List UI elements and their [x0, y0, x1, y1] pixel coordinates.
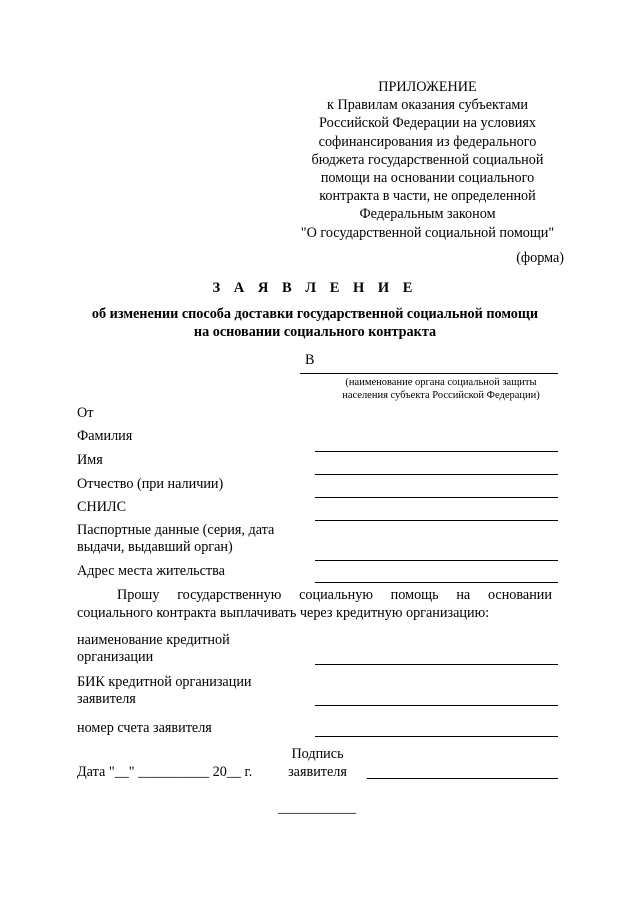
- surname-field[interactable]: [315, 451, 558, 452]
- recipient-hint: [310, 376, 572, 402]
- recipient-hint-line: населения субъекта Российской Федерации): [342, 390, 540, 401]
- bik-label-line: заявителя: [77, 691, 136, 707]
- passport-label-line: Паспортные данные (серия, дата: [77, 522, 275, 538]
- request-paragraph: [77, 586, 552, 622]
- patronymic-field[interactable]: [315, 497, 558, 498]
- appendix-line: Федеральным законом: [359, 206, 496, 223]
- from-label: От: [77, 405, 94, 421]
- signature-label: Подпись заявителя: [288, 746, 347, 780]
- name-field[interactable]: [315, 474, 558, 475]
- closing-line: ___________: [278, 800, 357, 816]
- appendix-heading: ПРИЛОЖЕНИЕ: [378, 79, 477, 95]
- snils-field[interactable]: [315, 520, 558, 521]
- recipient-hint-line: (наименование органа социальной защиты: [345, 377, 537, 388]
- appendix-line: к Правилам оказания субъектами: [327, 97, 528, 114]
- surname-label: Фамилия: [77, 428, 133, 444]
- appendix-block: [285, 78, 570, 242]
- appendix-line: контракта в части, не определенной: [319, 188, 536, 205]
- appendix-line: софинансирования из федерального: [318, 133, 537, 150]
- request-line: социального контракта выплачивать через кредитную организацию:: [77, 605, 490, 621]
- bank-name-field[interactable]: [315, 664, 558, 665]
- appendix-line: помощи на основании социального: [320, 170, 535, 187]
- bik-field[interactable]: [315, 705, 558, 706]
- passport-label: [77, 522, 274, 556]
- bank-name-label-line: организации: [77, 649, 154, 665]
- document-title: З А Я В Л Е Н И Е: [212, 280, 418, 296]
- appendix-line: бюджета государственной социальной: [311, 151, 544, 168]
- bank-name-label-line: наименование кредитной: [77, 632, 230, 648]
- snils-label: СНИЛС: [77, 499, 127, 515]
- form-note: (форма): [516, 250, 564, 266]
- document-subtitle: [60, 305, 570, 341]
- recipient-field[interactable]: [300, 373, 558, 374]
- passport-label-line: выдачи, выдавший орган): [77, 539, 233, 555]
- address-field[interactable]: [315, 582, 558, 583]
- appendix-line: "О государственной социальной помощи": [300, 224, 555, 241]
- passport-field[interactable]: [315, 560, 558, 561]
- recipient-prefix: В: [305, 352, 315, 368]
- bik-label: [77, 674, 252, 708]
- address-label: Адрес места жительства: [77, 563, 225, 579]
- date-field[interactable]: Дата "__" __________ 20__ г.: [77, 764, 253, 780]
- signature-field[interactable]: [367, 778, 558, 779]
- account-field[interactable]: [315, 736, 558, 737]
- bik-label-line: БИК кредитной организации: [77, 674, 252, 690]
- subtitle-line: на основании социального контракта: [193, 324, 437, 340]
- subtitle-line: об изменении способа доставки государственной социальной помощи: [91, 306, 539, 322]
- name-label: Имя: [77, 452, 103, 468]
- appendix-line: Российской Федерации на условиях: [319, 115, 536, 132]
- request-line: Прошу государственную социальную помощь на основании: [117, 587, 552, 603]
- account-label: номер счета заявителя: [77, 720, 212, 736]
- patronymic-label: Отчество (при наличии): [77, 476, 224, 492]
- bank-name-label: [77, 632, 230, 666]
